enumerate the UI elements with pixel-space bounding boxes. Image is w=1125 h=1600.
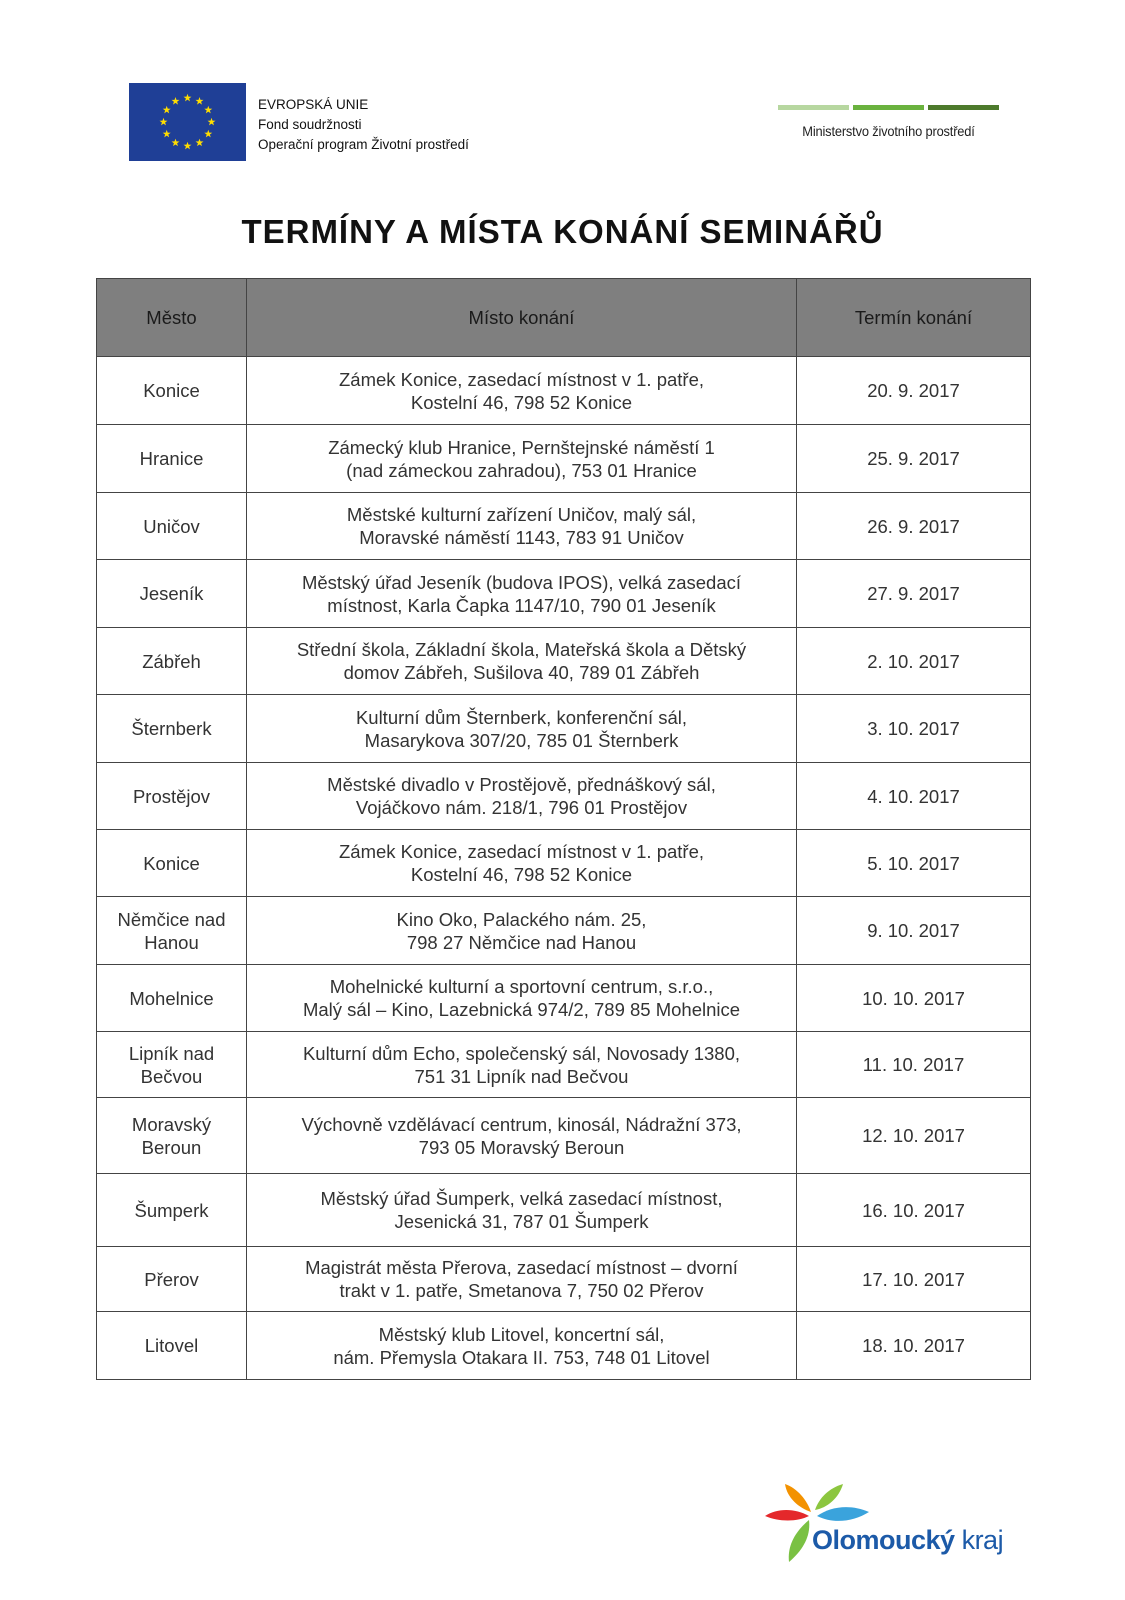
table-row bbox=[97, 897, 1031, 965]
cell-city: Zábřeh bbox=[97, 628, 247, 695]
page-title: TERMÍNY A MÍSTA KONÁNÍ SEMINÁŘŮ bbox=[241, 213, 884, 250]
cell-place: Městský úřad Šumperk, velká zasedací místnost, Jesenická 31, 787 01 Šumperk bbox=[247, 1174, 797, 1247]
cell-date: 26. 9. 2017 bbox=[797, 493, 1031, 560]
cell-city: Konice bbox=[97, 830, 247, 897]
cell-date: 27. 9. 2017 bbox=[797, 560, 1031, 628]
cell-place: Magistrát města Přerova, zasedací místnost – dvorní trakt v 1. patře, Smetanova 7, 750 02 Přerov bbox=[247, 1247, 797, 1312]
eu-line-3: Operační program Životní prostředí bbox=[258, 137, 469, 152]
cell-place: Zámek Konice, zasedací místnost v 1. patře, Kostelní 46, 798 52 Konice bbox=[247, 357, 797, 425]
cell-place: Střední škola, Základní škola, Mateřská škola a Dětský domov Zábřeh, Sušilova 40, 789 01 Zábřeh bbox=[247, 628, 797, 695]
eu-star bbox=[160, 118, 168, 126]
table-row bbox=[97, 1174, 1031, 1247]
cell-date: 17. 10. 2017 bbox=[797, 1247, 1031, 1312]
cell-place: Městský úřad Jeseník (budova IPOS), velká zasedací místnost, Karla Čapka 1147/10, 790 01 Jeseník bbox=[247, 560, 797, 628]
ministry-line-mid bbox=[853, 105, 924, 110]
table-row bbox=[97, 763, 1031, 830]
logo-word-olomoucky: Olomoucký bbox=[812, 1525, 955, 1555]
cell-city: Konice bbox=[97, 357, 247, 425]
cell-city: Šumperk bbox=[97, 1174, 247, 1247]
ministry-logo bbox=[778, 105, 999, 139]
table-row bbox=[97, 1098, 1031, 1174]
cell-date: 16. 10. 2017 bbox=[797, 1174, 1031, 1247]
cell-place: Zámek Konice, zasedací místnost v 1. patře, Kostelní 46, 798 52 Konice bbox=[247, 830, 797, 897]
cell-city: Prostějov bbox=[97, 763, 247, 830]
table-header-row bbox=[97, 279, 1031, 357]
cell-date: 20. 9. 2017 bbox=[797, 357, 1031, 425]
cell-date: 9. 10. 2017 bbox=[797, 897, 1031, 965]
cell-city: Němčice nad Hanou bbox=[97, 897, 247, 965]
cell-date: 2. 10. 2017 bbox=[797, 628, 1031, 695]
table-row bbox=[97, 830, 1031, 897]
table-row bbox=[97, 493, 1031, 560]
header-date: Termín konání bbox=[797, 279, 1031, 357]
cell-place: Výchovně vzdělávací centrum, kinosál, Nádražní 373, 793 05 Moravský Beroun bbox=[247, 1098, 797, 1174]
table-row bbox=[97, 1032, 1031, 1098]
petal-green bbox=[815, 1484, 843, 1510]
cell-city: Jeseník bbox=[97, 560, 247, 628]
table-row bbox=[97, 695, 1031, 763]
cell-place: Zámecký klub Hranice, Pernštejnské náměstí 1 (nad zámeckou zahradou), 753 01 Hranice bbox=[247, 425, 797, 493]
eu-star bbox=[184, 94, 192, 102]
schedule-table bbox=[96, 278, 1031, 1380]
eu-star bbox=[196, 139, 204, 147]
cell-place: Mohelnické kulturní a sportovní centrum, s.r.o., Malý sál – Kino, Lazebnická 974/2, 789 85 Mohelnice bbox=[247, 965, 797, 1032]
petal-red bbox=[765, 1510, 809, 1521]
eu-star bbox=[208, 118, 216, 126]
cell-city: Moravský Beroun bbox=[97, 1098, 247, 1174]
eu-flag-icon bbox=[129, 83, 246, 161]
eu-logo-block bbox=[129, 83, 469, 161]
cell-date: 3. 10. 2017 bbox=[797, 695, 1031, 763]
ministry-line-dark bbox=[928, 105, 999, 110]
eu-star bbox=[184, 142, 192, 150]
cell-city: Hranice bbox=[97, 425, 247, 493]
cell-city: Přerov bbox=[97, 1247, 247, 1312]
cell-place: Kulturní dům Echo, společenský sál, Novosady 1380, 751 31 Lipník nad Bečvou bbox=[247, 1032, 797, 1098]
ministry-line-light bbox=[778, 105, 849, 110]
eu-star bbox=[204, 106, 212, 114]
header-city: Město bbox=[97, 279, 247, 357]
cell-place: Kulturní dům Šternberk, konferenční sál, Masarykova 307/20, 785 01 Šternberk bbox=[247, 695, 797, 763]
table-row bbox=[97, 965, 1031, 1032]
cell-city: Uničov bbox=[97, 493, 247, 560]
ministry-name: Ministerstvo životního prostředí bbox=[802, 123, 975, 139]
cell-date: 10. 10. 2017 bbox=[797, 965, 1031, 1032]
table-row bbox=[97, 1247, 1031, 1312]
eu-star bbox=[172, 139, 180, 147]
eu-line-1: EVROPSKÁ UNIE bbox=[258, 97, 369, 112]
table-row bbox=[97, 357, 1031, 425]
table-row bbox=[97, 425, 1031, 493]
cell-city: Šternberk bbox=[97, 695, 247, 763]
petal-leaf bbox=[789, 1520, 810, 1562]
cell-date: 18. 10. 2017 bbox=[797, 1312, 1031, 1380]
cell-place: Městský klub Litovel, koncertní sál, nám. Přemysla Otakara II. 753, 748 01 Litovel bbox=[247, 1312, 797, 1380]
eu-star bbox=[196, 97, 204, 105]
header-place: Místo konání bbox=[247, 279, 797, 357]
logo-word-kraj: kraj bbox=[961, 1525, 1004, 1555]
table-row bbox=[97, 628, 1031, 695]
cell-city: Lipník nad Bečvou bbox=[97, 1032, 247, 1098]
eu-star bbox=[163, 106, 171, 114]
cell-date: 25. 9. 2017 bbox=[797, 425, 1031, 493]
petal-blue bbox=[817, 1507, 869, 1521]
cell-date: 5. 10. 2017 bbox=[797, 830, 1031, 897]
eu-star bbox=[163, 130, 171, 138]
cell-place: Městské kulturní zařízení Uničov, malý sál, Moravské náměstí 1143, 783 91 Uničov bbox=[247, 493, 797, 560]
ministry-color-lines bbox=[778, 105, 999, 110]
cell-date: 12. 10. 2017 bbox=[797, 1098, 1031, 1174]
eu-star bbox=[204, 130, 212, 138]
olomoucky-kraj-text bbox=[812, 1525, 1003, 1556]
eu-text bbox=[258, 95, 469, 155]
table-row bbox=[97, 1312, 1031, 1380]
eu-star bbox=[172, 97, 180, 105]
table-row bbox=[97, 560, 1031, 628]
cell-place: Kino Oko, Palackého nám. 25, 798 27 Němčice nad Hanou bbox=[247, 897, 797, 965]
cell-city: Litovel bbox=[97, 1312, 247, 1380]
cell-place: Městské divadlo v Prostějově, přednáškový sál, Vojáčkovo nám. 218/1, 796 01 Prostějov bbox=[247, 763, 797, 830]
cell-city: Mohelnice bbox=[97, 965, 247, 1032]
petal-orange bbox=[785, 1484, 811, 1512]
cell-date: 11. 10. 2017 bbox=[797, 1032, 1031, 1098]
eu-line-2: Fond soudržnosti bbox=[258, 117, 362, 132]
cell-date: 4. 10. 2017 bbox=[797, 763, 1031, 830]
